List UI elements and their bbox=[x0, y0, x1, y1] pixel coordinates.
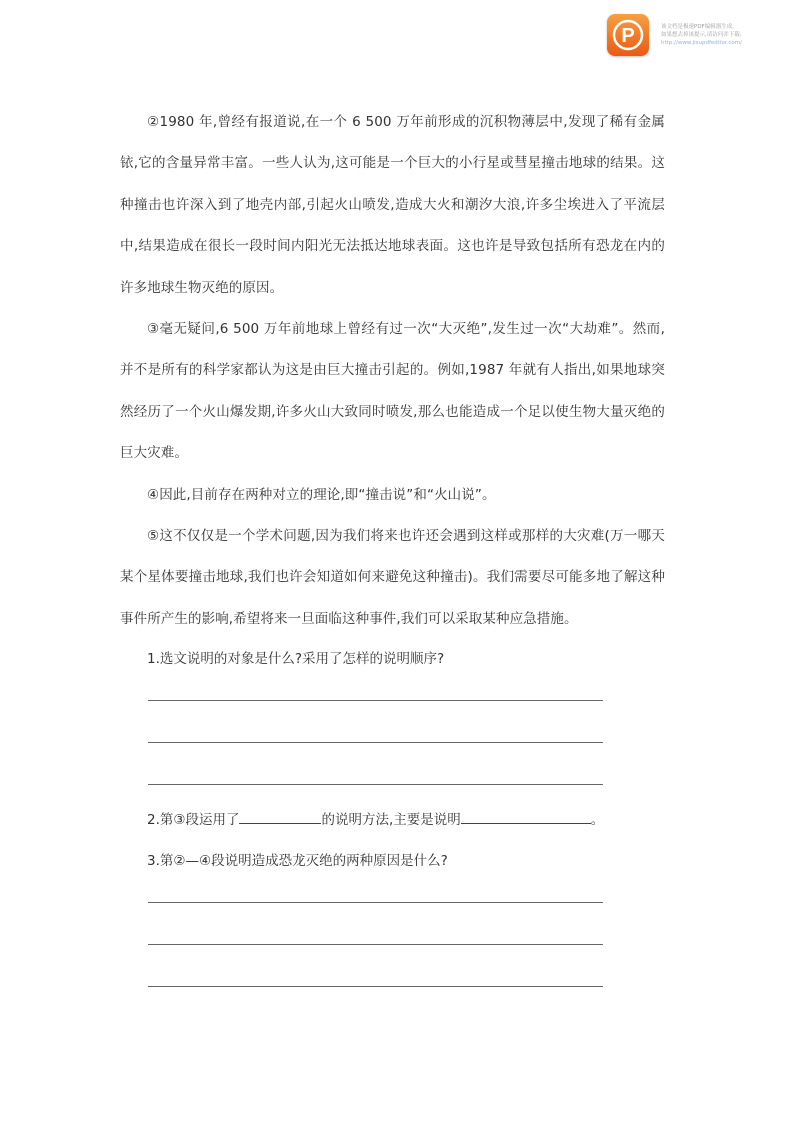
question-2-text-c: 。 bbox=[590, 812, 605, 829]
answer-line[interactable] bbox=[148, 986, 603, 987]
p-logo-icon bbox=[607, 14, 649, 56]
question-3: 3.第②—④段说明造成恐龙灭绝的两种原因是什么? bbox=[147, 853, 448, 870]
question-1: 1.选文说明的对象是什么?采用了怎样的说明顺序? bbox=[147, 651, 445, 668]
question-2-text-a: 2.第③段运用了 bbox=[147, 812, 240, 829]
paragraph-4: ④因此,目前存在两种对立的理论,即“撞击说”和“火山说”。 bbox=[147, 486, 496, 503]
paragraph-2: ②1980 年,曾经有报道说,在一个 6 500 万年前形成的沉积物薄层中,发现了稀有金属铱,它的含量异常丰富。一些人认为,这可能是一个巨大的小行星或彗星撞击地球的结果。这种撞击也许深入到了地壳内部,引起火山喷发,造成大火和潮汐大浪,许多尘埃进入了平流层中,结果造成在很长一段时间内阳光无法抵达地球表面。这也许是导致包括所有恐龙在内的许多地球生物灭绝的原因。 bbox=[120, 114, 665, 296]
fill-blank-method[interactable] bbox=[239, 811, 321, 824]
question-2 bbox=[120, 810, 665, 830]
question-2-text-b: 的说明方法,主要是说明 bbox=[321, 812, 461, 829]
paragraph-3: ③毫无疑问,6 500 万年前地球上曾经有过一次“大灭绝”,发生过一次“大劫难”。然而,并不是所有的科学家都认为这是由巨大撞击引起的。例如,1987 年就有人指出,如果地球突然经历了一个火山爆发期,许多火山大致同时喷发,那么也能造成一个足以使生物大量灭绝的巨大灾难。 bbox=[120, 321, 665, 462]
svg-text:P: P bbox=[621, 25, 635, 47]
watermark-line-1: 该文档是极速PDF编辑器生成, bbox=[661, 24, 734, 30]
fill-blank-purpose[interactable] bbox=[461, 811, 591, 824]
article-content bbox=[120, 102, 665, 987]
watermark-line-2: 如果想去掉该提示,请访问并下载: bbox=[661, 32, 742, 38]
watermark-notice bbox=[661, 23, 791, 47]
paragraph-5: ⑤这不仅仅是一个学术问题,因为我们将来也许还会遇到这样或那样的大灾难(万一哪天某个星体要撞击地球,我们也许会知道如何来避免这种撞击)。我们需要尽可能多地了解这种事件所产生的影响,希望将来一旦面临这种事件,我们可以采取某种应急措施。 bbox=[120, 528, 665, 627]
watermark-link[interactable]: http://www.jisupdfeditor.com/ bbox=[661, 40, 742, 46]
